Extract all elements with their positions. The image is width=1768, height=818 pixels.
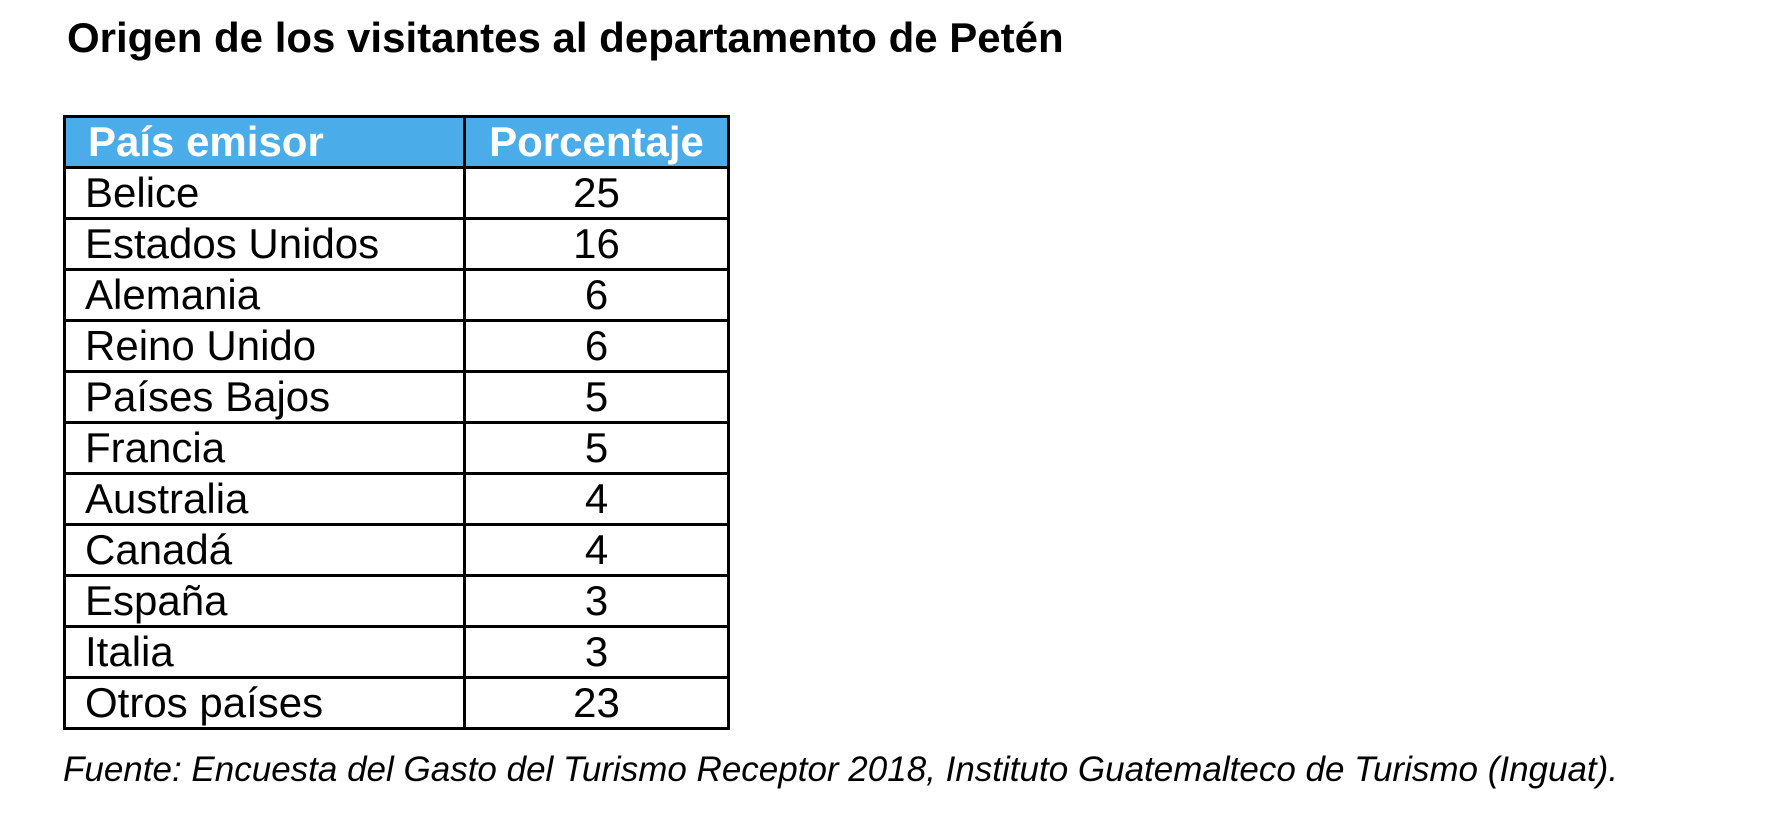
percentage-cell: 3: [465, 576, 729, 627]
column-header-pais-emisor: País emisor: [65, 117, 465, 168]
country-cell: Otros países: [65, 678, 465, 729]
percentage-cell: 5: [465, 423, 729, 474]
percentage-cell: 6: [465, 270, 729, 321]
percentage-cell: 3: [465, 627, 729, 678]
table-row: [65, 525, 729, 576]
country-cell: Estados Unidos: [65, 219, 465, 270]
table-body: [65, 168, 729, 729]
percentage-cell: 5: [465, 372, 729, 423]
country-cell: Australia: [65, 474, 465, 525]
table-row: [65, 372, 729, 423]
table-row: [65, 678, 729, 729]
country-cell: Países Bajos: [65, 372, 465, 423]
country-cell: España: [65, 576, 465, 627]
country-cell: Italia: [65, 627, 465, 678]
table-row: [65, 576, 729, 627]
page-title: Origen de los visitantes al departamento de Petén: [67, 14, 1064, 61]
table-row: [65, 474, 729, 525]
table-row: [65, 219, 729, 270]
table-header-row: [65, 117, 729, 168]
visitors-origin-table: [63, 115, 730, 730]
table-row: [65, 423, 729, 474]
country-cell: Reino Unido: [65, 321, 465, 372]
table-row: [65, 270, 729, 321]
country-cell: Francia: [65, 423, 465, 474]
percentage-cell: 4: [465, 525, 729, 576]
table-row: [65, 627, 729, 678]
percentage-cell: 25: [465, 168, 729, 219]
percentage-cell: 23: [465, 678, 729, 729]
country-cell: Belice: [65, 168, 465, 219]
percentage-cell: 6: [465, 321, 729, 372]
table-row: [65, 321, 729, 372]
table-row: [65, 168, 729, 219]
source-note: Fuente: Encuesta del Gasto del Turismo Receptor 2018, Instituto Guatemalteco de Turismo (Inguat).: [63, 750, 1619, 789]
country-cell: Alemania: [65, 270, 465, 321]
percentage-cell: 16: [465, 219, 729, 270]
percentage-cell: 4: [465, 474, 729, 525]
column-header-porcentaje: Porcentaje: [465, 117, 729, 168]
country-cell: Canadá: [65, 525, 465, 576]
